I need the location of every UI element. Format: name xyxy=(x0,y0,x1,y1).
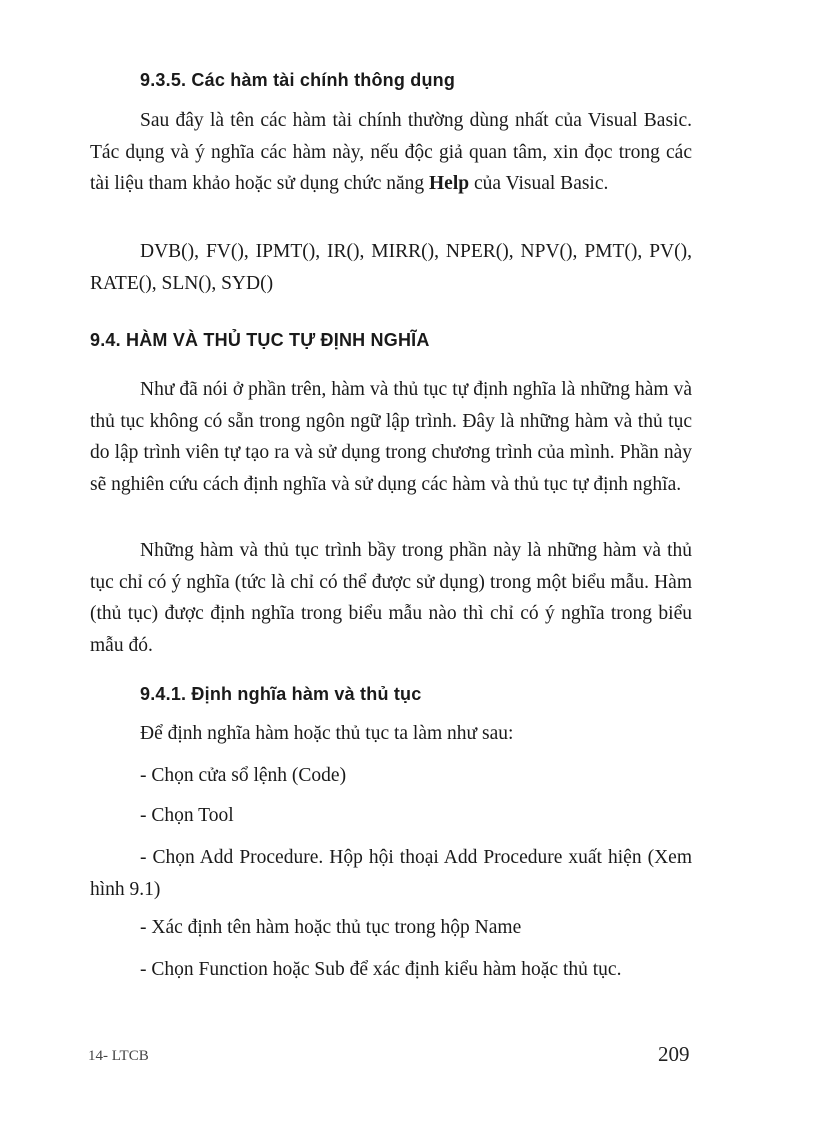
step-choose-tool: - Chọn Tool xyxy=(140,805,234,826)
step-choose-type: - Chọn Function hoặc Sub để xác định kiểu hàm hoặc thủ tục. xyxy=(140,959,622,980)
page-number: 209 xyxy=(658,1042,690,1066)
paragraph-function-list: DVB(), FV(), IPMT(), IR(), MIRR(), NPER(), NPV(), PMT(), PV(), RATE(), SLN(), SYD() xyxy=(90,241,692,294)
step-add-procedure: - Chọn Add Procedure. Hộp hội thoại Add Procedure xuất hiện (Xem hình 9.1) xyxy=(90,847,692,900)
paragraph-user-defined-intro: Như đã nói ở phần trên, hàm và thủ tục tự định nghĩa là những hàm và thủ tục không có sẵn trong ngôn ngữ lập trình. Đây là những hàm và thủ tục do lập trình viên tự tạo ra và sử dụng trong chương trình của mình. Phần này sẽ nghiên cứu cách định nghĩa và sử dụng các hàm và thủ tục tự định nghĩa. xyxy=(90,379,692,495)
heading-9-3-5: 9.3.5. Các hàm tài chính thông dụng xyxy=(140,70,456,90)
paragraph-text: Sau đây là tên các hàm tài chính thường dùng nhất của Visual Basic. Tác dụng và ý nghĩa các hàm này, nếu độc giả quan tâm, xin đọc trong các tài liệu tham khảo hoặc sử dụng chức năng xyxy=(90,110,692,194)
help-keyword: Help xyxy=(429,173,470,194)
step-choose-code-window: - Chọn cửa sổ lệnh (Code) xyxy=(140,765,347,786)
procedure-intro: Để định nghĩa hàm hoặc thủ tục ta làm như sau: xyxy=(140,723,514,744)
paragraph-financial-functions xyxy=(90,105,692,200)
paragraph-text-end: của Visual Basic. xyxy=(469,173,609,194)
footer-book-code: 14- LTCB xyxy=(88,1048,149,1064)
heading-9-4-1: 9.4.1. Định nghĩa hàm và thủ tục xyxy=(140,684,422,704)
paragraph-form-scope: Những hàm và thủ tục trình bầy trong phần này là những hàm và thủ tục chỉ có ý nghĩa (tức là chỉ có thể được sử dụng) trong một biểu mẫu. Hàm (thủ tục) được định nghĩa trong biểu mẫu nào thì chỉ có ý nghĩa trong biểu mẫu đó. xyxy=(90,540,692,656)
step-set-name: - Xác định tên hàm hoặc thủ tục trong hộp Name xyxy=(140,917,522,938)
heading-9-4: 9.4. HÀM VÀ THỦ TỤC TỰ ĐỊNH NGHĨA xyxy=(90,330,430,350)
